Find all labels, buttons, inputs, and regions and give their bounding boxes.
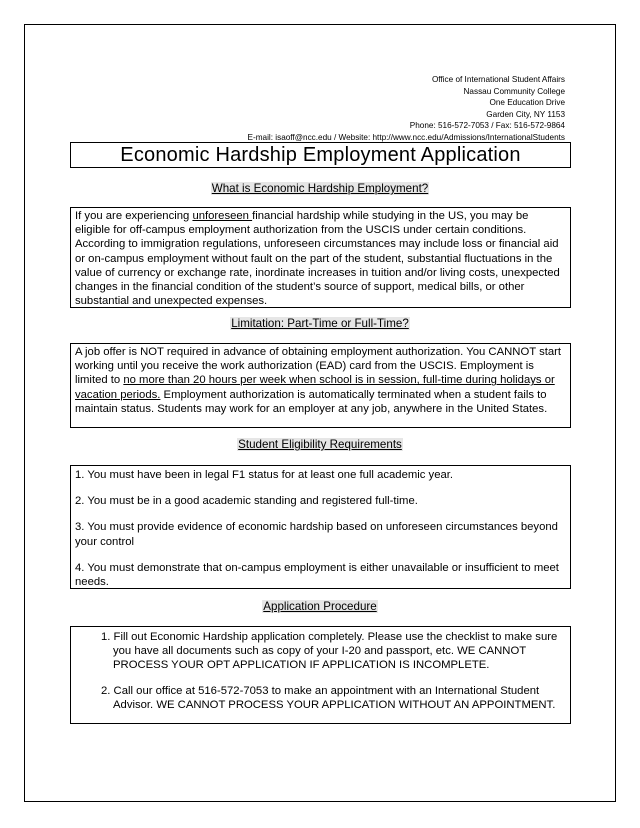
procedure-item: 1. Fill out Economic Hardship application completely. Please use the checklist to make sure you have all documents such as copy of your I-20 and passport, etc. WE CANNOT PROCESS YOUR OPT APPLICATION IF APPLICATION IS INCOMPLETE. — [101, 631, 558, 672]
street-address: One Education Drive — [489, 98, 565, 108]
eligibility-item: 4. You must demonstrate that on-campus employment is either unavailable or insufficient to meet needs. — [75, 561, 559, 589]
section-heading-what: What is Economic Hardship Employment? — [211, 182, 429, 195]
office-address-block — [248, 74, 565, 144]
section-heading-eligibility: Student Eligibility Requirements — [238, 438, 402, 451]
eligibility-item: 1. You must have been in legal F1 status for at least one full academic year. — [75, 469, 454, 481]
section-heading-limitation: Limitation: Part-Time or Full-Time? — [231, 317, 409, 330]
eligibility-item: 3. You must provide evidence of economic hardship based on unforeseen circumstances beyond your control — [75, 521, 558, 548]
eligibility-item: 2. You must be in a good academic standing and registered full-time. — [75, 495, 418, 508]
page-title: Economic Hardship Employment Application — [70, 142, 571, 168]
eligibility-box — [70, 465, 571, 589]
what-box — [70, 207, 571, 308]
phone-fax: Phone: 516-572-7053 / Fax: 516-572-9864 — [409, 121, 565, 131]
procedure-list — [75, 630, 560, 712]
procedure-box — [70, 626, 571, 724]
email-website: E-mail: isaoff@ncc.edu / Website: http://www.ncc.edu/Admissions/InternationalStudents — [247, 132, 565, 142]
procedure-item: 2. Call our office at 516-572-7053 to make an appointment with an International Student Advisor. WE CANNOT PROCESS YOUR APPLICATION WITHOUT AN APPOINTMENT. — [101, 684, 556, 711]
college-name: Nassau Community College — [463, 86, 565, 96]
limitation-text: A job offer is NOT required in advance of obtaining employment authorization. You CANNOT start working until you receive the work authorization (EAD) card from the USCIS. Employment is limited to no more than 20 hours per week when school is in session, full-time during holidays or vacation periods. Employment authorization is automatically terminated when a student fails to maintain status. Students may work for an employer at any job, anywhere in the United States. — [75, 346, 562, 415]
city-address: Garden City, NY 1153 — [486, 109, 565, 119]
what-text: If you are experiencing unforeseen financial hardship while studying in the US, you may be eligible for off-campus employment authorization from the USCIS under certain conditions. According to immigration regulations, unforeseen circumstances may include loss or financial aid or on-campus employment without fault on the part of the student, substantial fluctuations in the value of currency or exchange rate, inordinate increases in tuition and/or living costs, unexpected changes in the financial condition of the student’s source of support, medical bills, or other substantial and unexpected expenses. — [75, 210, 560, 308]
section-heading-procedure: Application Procedure — [263, 600, 377, 613]
limitation-box — [70, 343, 571, 428]
office-name: Office of International Student Affairs — [431, 75, 565, 84]
